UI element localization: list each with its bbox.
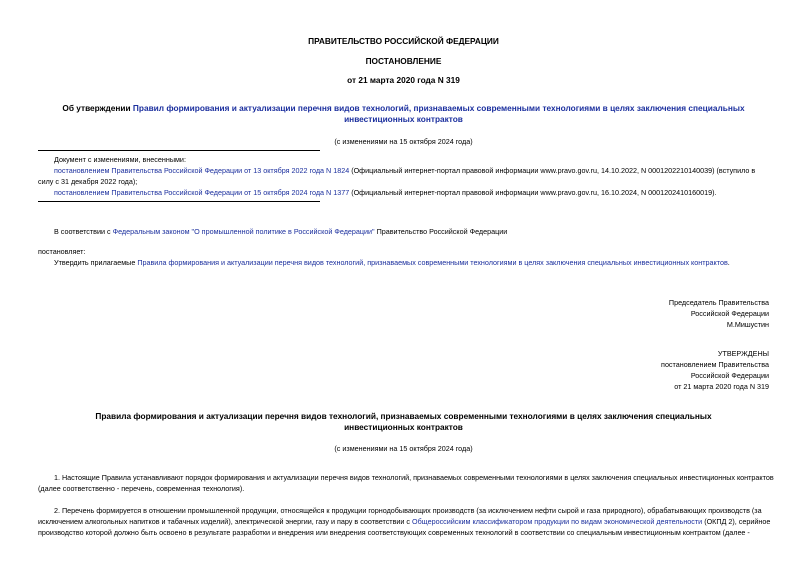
change-1-link[interactable]: постановлением Правительства Российской Федерации от 13 октября 2022 года N 1824 xyxy=(54,166,350,175)
change-1-text: (Официальный интернет-портал правовой информации www.pravo.gov.ru, 14.10.2022, N 0001202210140039) (вступило в xyxy=(349,166,756,175)
separator-top xyxy=(38,150,320,151)
document-type: ПОСТАНОВЛЕНИЕ xyxy=(365,56,442,66)
signature-name: М.Мишустин xyxy=(726,320,769,329)
title-rules-link[interactable]: Правил формирования и актуализации перечня видов технологий, признаваемых современными технологиями в целях заключения специальных xyxy=(132,103,745,113)
approved-line-4: от 21 марта 2020 года N 319 xyxy=(674,382,769,391)
approve-suffix: . xyxy=(727,258,730,267)
approved-line-3: Российской Федерации xyxy=(690,371,769,380)
signature-line-1: Председатель Правительства xyxy=(668,298,769,307)
federal-law-link[interactable]: Федеральным законом "О промышленной политике в Российской Федерации" xyxy=(112,227,375,236)
changes-intro: Документ с изменениями, внесенными: xyxy=(54,155,186,164)
paragraph-1-cont: (далее соответственно - перечень, современная технология). xyxy=(38,484,245,493)
paragraph-2-prefix: исключением алкогольных напитков и табачных изделий), электрической энергии, газу и пару в соответствии с xyxy=(38,517,413,526)
paragraph-2-line-3: производство которой должно быть освоено в результате разработки и внедрения или внедрения соответствующих современных технологий в соответствии со специальным инвестиционным контрактом (далее - xyxy=(38,528,750,537)
rules-revision-note: (с изменениями на 15 октября 2024 года) xyxy=(334,444,473,453)
preamble xyxy=(54,226,507,237)
paragraph-2-suffix: (ОКПД 2), серийное xyxy=(702,517,771,526)
rules-title: Правила формирования и актуализации перечня видов технологий, признаваемых современными технологиями в целях заключения специальных xyxy=(95,411,712,421)
approve-rules-link[interactable]: Правила формирования и актуализации перечня видов технологий, признаваемых современными технологиями в целях заключения специальных инвестиционных контрактов xyxy=(137,258,728,267)
paragraph-2-line-2 xyxy=(38,516,770,527)
change-2-text: (Официальный интернет-портал правовой информации www.pravo.gov.ru, 16.10.2024, N 0001202410160019). xyxy=(349,188,717,197)
title-rules-link-cont[interactable]: инвестиционных контрактов xyxy=(344,114,463,124)
preamble-suffix: Правительство Российской Федерации xyxy=(374,227,508,236)
approve-paragraph xyxy=(54,257,730,268)
signature-line-2: Российской Федерации xyxy=(690,309,769,318)
preamble-prefix: В соответствии с xyxy=(54,227,113,236)
okpd2-link[interactable]: Общероссийским классификатором продукции по видам экономической деятельности xyxy=(412,517,703,526)
paragraph-2: 2. Перечень формируется в отношении промышленной продукции, относящейся к продукции горнодобывающих производств (за исключением нефти сырой и газа природного), обрабатывающих производств (за xyxy=(54,506,762,515)
document-title xyxy=(0,103,807,114)
government-heading: ПРАВИТЕЛЬСТВО РОССИЙСКОЙ ФЕДЕРАЦИИ xyxy=(308,36,499,46)
decides-text: постановляет: xyxy=(38,247,86,256)
paragraph-1: 1. Настоящие Правила устанавливают порядок формирования и актуализации перечня видов технологий, признаваемых современными технологиями в целях заключения специальных инвестиционных контрактов xyxy=(54,473,774,482)
change-item-2 xyxy=(54,187,717,198)
change-item-1 xyxy=(54,165,772,176)
document-date: от 21 марта 2020 года N 319 xyxy=(347,75,460,85)
change-item-1-cont: силу с 31 декабря 2022 года); xyxy=(38,177,138,186)
revision-note: (с изменениями на 15 октября 2024 года) xyxy=(334,137,473,146)
approved-line-2: постановлением Правительства xyxy=(661,360,769,369)
title-prefix: Об утверждении xyxy=(62,103,133,113)
approve-prefix: Утвердить прилагаемые xyxy=(54,258,138,267)
change-2-link[interactable]: постановлением Правительства Российской Федерации от 15 октября 2024 года N 1377 xyxy=(54,188,350,197)
rules-title-cont: инвестиционных контрактов xyxy=(344,422,463,432)
approved-line-1: УТВЕРЖДЕНЫ xyxy=(717,349,769,358)
separator-bottom xyxy=(38,201,320,202)
